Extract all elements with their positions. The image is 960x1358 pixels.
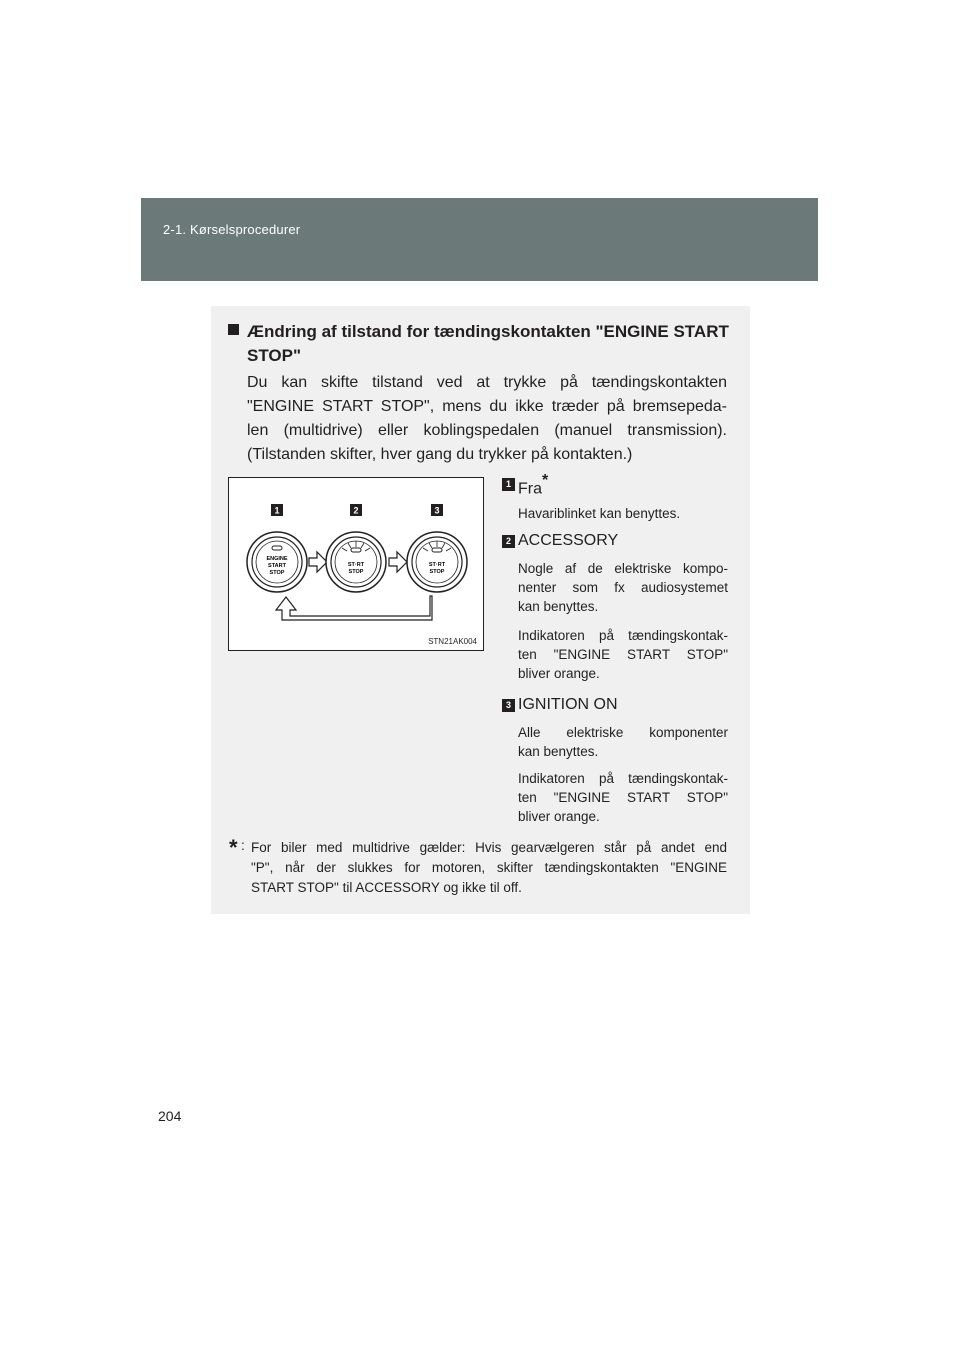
box-heading-line: STOP"	[247, 346, 302, 365]
svg-text:2: 2	[353, 505, 359, 516]
desc-line: kan benyttes.	[518, 744, 599, 759]
footnote-mark: *	[229, 835, 238, 860]
footnote-line: "P", når der slukkes for motoren, skifter tændingskontakten "ENGINE	[251, 860, 727, 875]
footnote-line: START STOP" til ACCESSORY og ikke til off.	[251, 880, 522, 895]
desc-line: Nogle af de elektriske kompo-	[518, 561, 728, 576]
engine-start-stop-button-accessory	[326, 532, 386, 592]
figure-code: STN21AK004	[428, 637, 477, 646]
svg-text:ST·RT: ST·RT	[428, 562, 446, 568]
footnote-mark: *	[542, 472, 549, 489]
desc-line: nenter som fx audiosystemet	[518, 580, 728, 595]
page-number: 204	[158, 1108, 182, 1124]
intro-line: (Tilstanden skifter, hver gang du trykker på kontakten.)	[247, 446, 633, 463]
number-badge: 1	[502, 478, 515, 491]
desc-line: ten "ENGINE START STOP"	[518, 790, 728, 805]
box-heading	[247, 320, 733, 368]
engine-start-stop-button-ignition-on	[407, 532, 467, 592]
footnote-colon: :	[241, 838, 245, 853]
mode-description	[518, 626, 728, 683]
mode-title: IGNITION ON	[518, 696, 618, 713]
footnote-text	[251, 838, 727, 898]
intro-line: Du kan skifte tilstand ved at trykke på tændingskontakten	[247, 374, 727, 391]
engine-start-stop-button-off	[247, 532, 307, 592]
svg-text:1: 1	[274, 505, 280, 516]
box-heading-line: Ændring af tilstand for tændingskontakten "ENGINE START	[247, 322, 729, 341]
desc-line: Havariblinket kan benyttes.	[518, 506, 681, 521]
section-header-band	[141, 198, 818, 281]
svg-text:3: 3	[434, 505, 440, 516]
figure-marker-1	[271, 504, 283, 516]
return-arrow-icon	[276, 596, 432, 620]
mode-description	[518, 559, 728, 616]
figure-marker-2	[350, 504, 362, 516]
arrow-right-icon	[309, 552, 327, 572]
number-badge: 2	[502, 535, 515, 548]
desc-line: Alle elektriske komponenter	[518, 725, 728, 740]
intro-line: len (multidrive) eller koblingspedalen (manuel transmission).	[247, 422, 727, 439]
desc-line: Indikatoren på tændingskontak-	[518, 628, 728, 643]
desc-line: ten "ENGINE START STOP"	[518, 647, 728, 662]
footnote-line: For biler med multidrive gælder: Hvis gearvælgeren står på andet end	[251, 840, 727, 855]
mode-title: ACCESSORY	[518, 532, 619, 549]
figure-marker-3	[431, 504, 443, 516]
intro-line: "ENGINE START STOP", mens du ikke træder på bremsepeda-	[247, 398, 727, 415]
mode-description	[518, 504, 728, 523]
svg-text:STOP: STOP	[348, 569, 364, 575]
mode-description	[518, 769, 728, 826]
desc-line: Indikatoren på tændingskontak-	[518, 771, 728, 786]
svg-text:STOP: STOP	[269, 570, 285, 576]
svg-text:ST·RT: ST·RT	[347, 562, 365, 568]
svg-text:START: START	[268, 563, 286, 569]
svg-text:STOP: STOP	[429, 569, 445, 575]
square-bullet-icon	[228, 324, 239, 335]
desc-line: bliver orange.	[518, 666, 600, 681]
intro-paragraph	[247, 371, 727, 467]
mode-description	[518, 723, 728, 761]
section-title: 2-1. Kørselsprocedurer	[163, 222, 301, 237]
arrow-right-icon	[389, 552, 407, 572]
desc-line: bliver orange.	[518, 809, 600, 824]
ignition-mode-illustration	[229, 478, 483, 650]
mode-title-text: Fra	[518, 480, 542, 498]
number-badge: 3	[502, 699, 515, 712]
svg-text:ENGINE: ENGINE	[266, 556, 288, 562]
desc-line: kan benyttes.	[518, 599, 599, 614]
ignition-button-figure	[228, 477, 484, 651]
mode-title	[518, 473, 548, 499]
